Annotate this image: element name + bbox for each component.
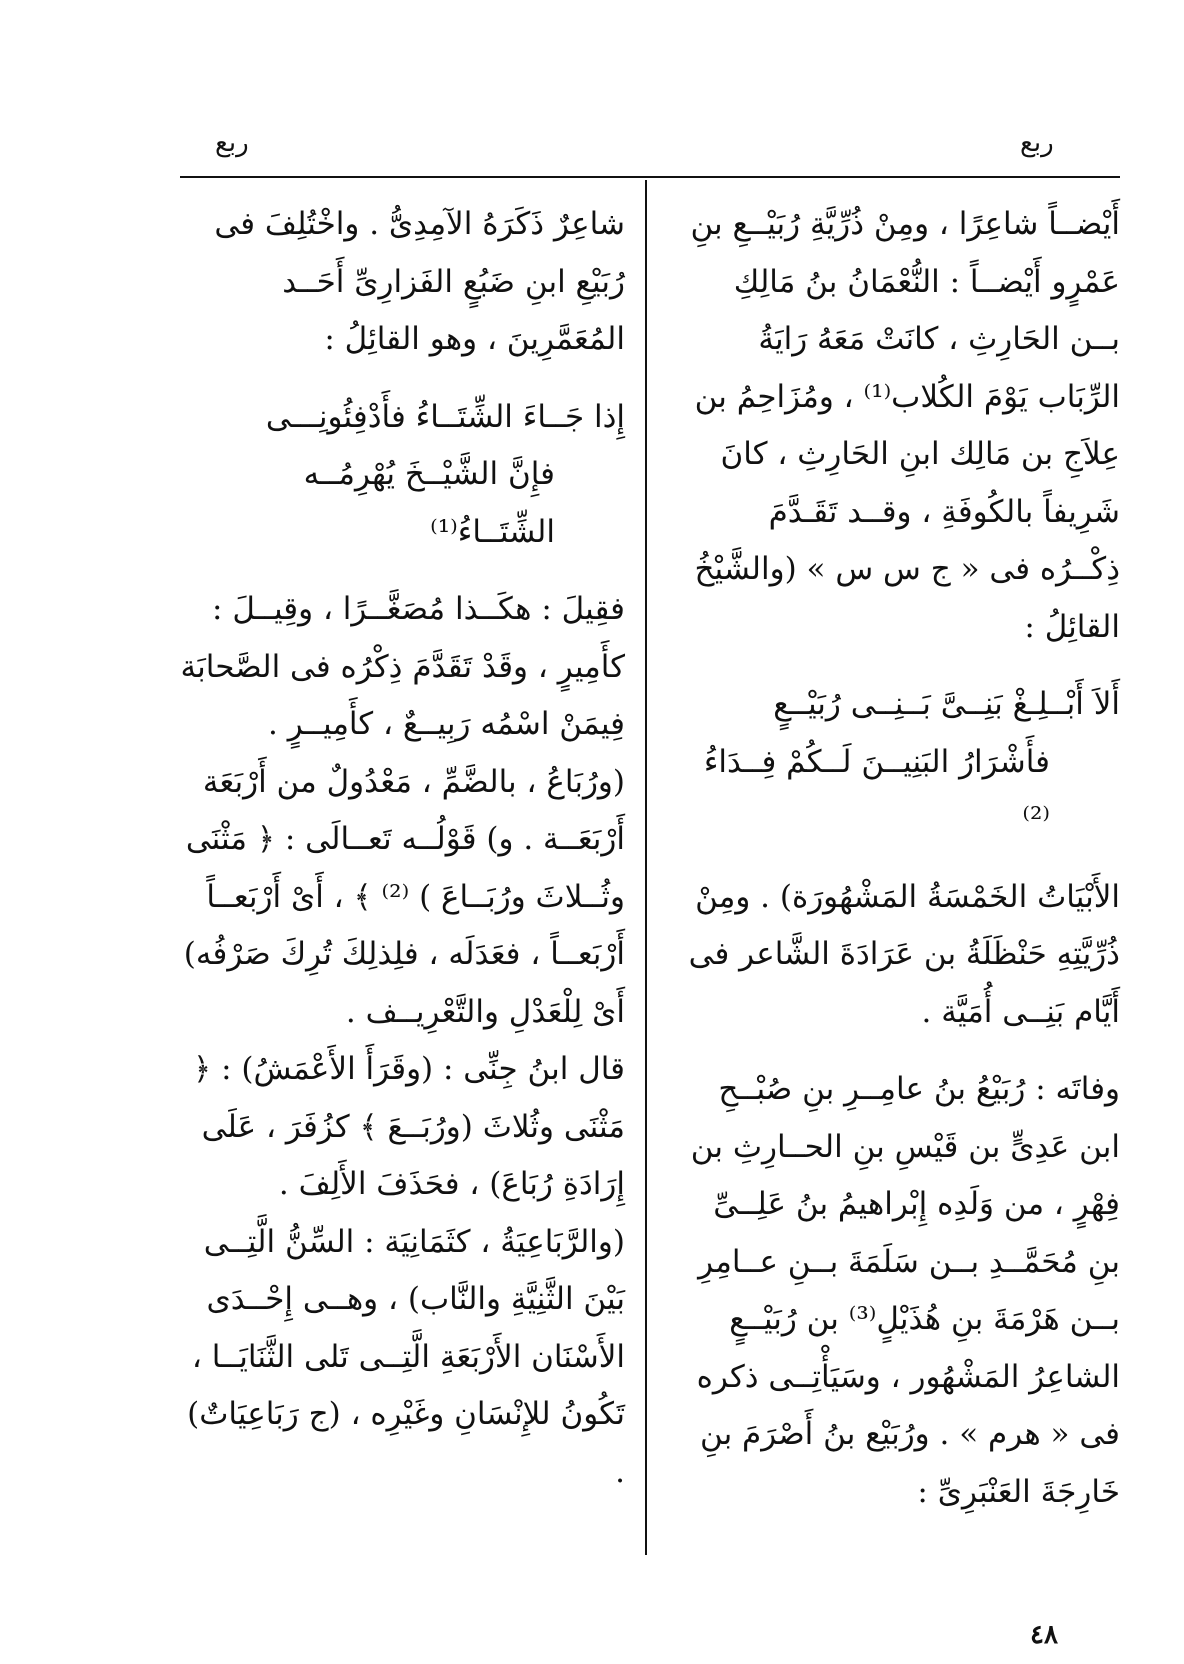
left-paragraph-5: (والرَّبَاعِيَةُ ، كثَمَانِيَة : السِّنُّ الَّتِــى بَيْنَ الثَّنِيَّةِ والنَّاب) ، وهــى إِحْــدَى الأَسْنَان الأَرْبَعَةِ الَّتِــى تَلى الثَّنَايَــا ، تَكُونُ للإِنْسَانِ وغَيْرِه ، (ج رَبَاعِيَاتٌ) . [187, 1223, 625, 1490]
right-verse-line-1: أَلاَ أَبْــلِـغْ بَنِــىَّ بَــنِــى رُبَيْــعٍ [773, 686, 1120, 722]
left-paragraph-2: فقِيلَ : هكَــذا مُصَغَّــرًا ، وقِيــلَ : كأَمِيرٍ ، وقَدْ تَقَدَّمَ ذِكْرُه فى الصَّحابَة فِيمَنْ اسْمُه رَبِيــعٌ ، كأَمِيــرٍ . [180, 591, 625, 742]
left-verse-line-2: فإِنَّ الشَّيْــخَ يُهْرِمُــه الشِّتَــاءُ⁽¹⁾ [303, 456, 555, 550]
left-paragraph-3: (ورُبَاعُ ، بالضَّمِّ ، مَعْدُولٌ من أَرْبَعَة أَرْبَعَــة . و) قَوْلُــه تَعــالَى : ﴿ مَثْنَى وثُــلاثَ ورُبَــاعَ ) ⁽²⁾ ﴾ ، أَىْ أَرْبَعــاً أَرْبَعــاً ، فعَدَلَه ، فلِذلِكَ تُرِكَ صَرْفُه) أَىْ لِلْعَدْلِ والتَّعْرِيــف . [183, 763, 625, 1030]
right-paragraph-3: وفاتَه : رُبَيْعُ بنُ عامِــرِ بنِ صُبْــحِ ابن عَدِىٍّ بن قَيْسِ بنِ الحــارِثِ بن فِهْرٍ ، من وَلَدِه إِبْراهيمُ بنُ عَلِــىِّ بنِ مُحَمَّــدِ بــن سَلَمَةَ بــنِ عــامِرِ بــن هَرْمَةَ بنِ هُذَيْلٍ⁽³⁾ بن رُبَيْــعٍ الشاعِرُ المَشْهُور ، وسَيَأْتِــى ذكره فى « هرم » . ورُبَيْع بنُ أَصْرَمَ بنِ خَارِجَةَ العَنْبَرِىِّ : [690, 1071, 1120, 1510]
left-column [180, 196, 625, 1501]
running-header-left: ربع [215, 128, 249, 158]
left-paragraph-4: قال ابنُ جِنِّى : (وقَرَأَ الأَعْمَشُ) : ﴿ مَثْنَى وثُلاثَ (ورُبَــعَ ﴾ كزُفَرَ ، عَلَى إِرَادَةِ رُبَاعَ) ، فحَذَفَ الأَلِفَ . [193, 1051, 625, 1202]
right-column [680, 196, 1120, 1521]
page-number: ٤٨ [1030, 1620, 1058, 1650]
right-verse-line-2: فأَشْرَارُ البَنِيــنَ لَــكُمْ فِــدَاءُ ⁽²⁾ [703, 743, 1050, 837]
left-paragraph-1: شاعِرٌ ذَكَرَهُ الآمِدِىُّ . واخْتُلِفَ فى رُبَيْعِ ابنِ ضَبُعٍ الفَزارِىِّ أَحَــد المُعَمَّرِينَ ، وهو القائِلُ : [214, 206, 625, 357]
left-verse [180, 389, 625, 562]
right-verse [680, 676, 1120, 849]
column-divider [645, 180, 647, 1555]
right-paragraph-1: أَيْضــاً شاعِرًا ، ومِنْ ذُرِّيَّةِ رُبَيْــعِ بنِ عَمْرٍو أَيْضــاً : النُّعْمَانُ بنُ مَالِكِ بــن الحَارِثِ ، كانَتْ مَعَهُ رَايَةُ الرِّبَاب يَوْمَ الكُلاب⁽¹⁾ ، ومُزَاحِمُ بن عِلاَجِ بن مَالِك ابنِ الحَارِثِ ، كانَ شَرِيفاً بالكُوفَةِ ، وقــد تَقَـدَّمَ ذِكْــرُه فى « ج س س » (والشَّيْخُ القائِلُ : [690, 206, 1120, 645]
running-header-right: ربع [1020, 128, 1054, 158]
header-rule [180, 176, 1120, 178]
left-verse-line-1: إِذا جَــاءَ الشِّتَــاءُ فأَدْفِئُونِـــى [265, 398, 625, 435]
right-paragraph-2: الأَبْيَاتُ الخَمْسَةُ المَشْهُورَة) . ومِنْ ذُرِّيَّتِهِ حَنْظَلَةُ بن عَرَادَةَ الشَّاعر فى أَيَّام بَنِــى أُمَيَّة . [688, 878, 1120, 1030]
